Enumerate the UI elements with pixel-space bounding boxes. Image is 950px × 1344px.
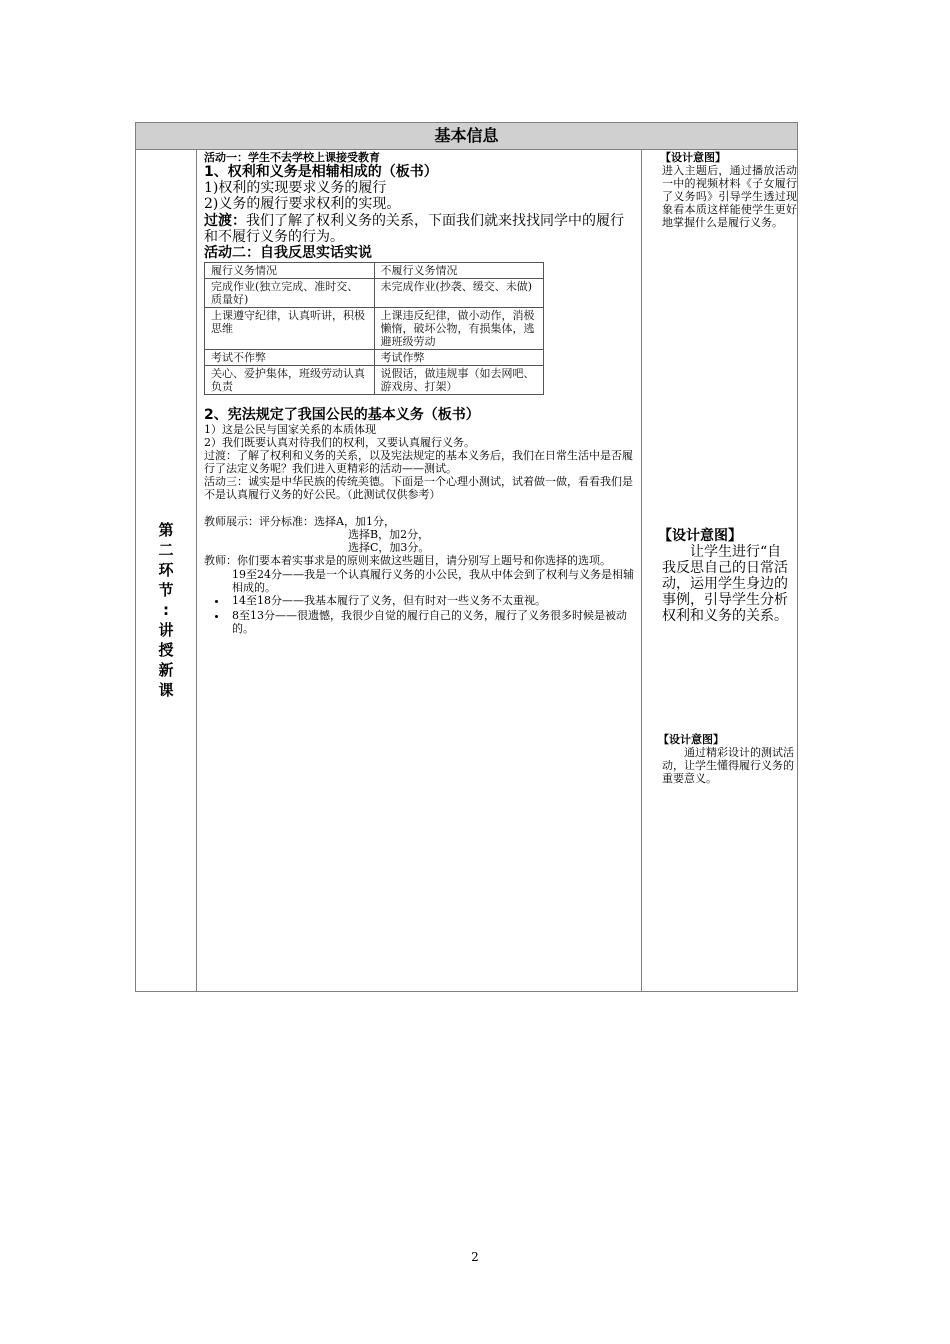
table-cell: 完成作业(独立完成、准时交、质量好) [205, 279, 375, 308]
point1-line2: 2)义务的履行要求权利的实现。 [204, 196, 401, 212]
table-cell: 考试作弊 [374, 350, 544, 366]
lesson-content [204, 151, 634, 637]
note-title: 【设计意图】 [658, 528, 742, 544]
scoring-a: 选择A，加1分， [314, 515, 395, 528]
table-row [205, 350, 544, 366]
scoring-c: 选择C，加3分。 [348, 541, 430, 554]
design-note-3 [654, 733, 799, 785]
table-cell: 上课遵守纪律，认真听讲，积极思维 [205, 308, 375, 350]
note-text: 进入主题后，通过播放活动一中的视频材料《子女履行了义务吗》引导学生透过现象看本质这样能使学生更好地掌握什么是履行义务。 [662, 164, 797, 229]
table-cell: 考试不作弊 [205, 350, 375, 366]
design-note-1 [654, 151, 799, 229]
column-divider [641, 149, 642, 991]
column-divider [196, 149, 197, 991]
point1-line1: 1)权利的实现要求义务的履行 [204, 180, 387, 196]
point1-heading: 1、权利和义务是相辅相成的（板书） [204, 164, 438, 180]
table-row [205, 263, 544, 279]
activity3: 活动三：诚实是中华民族的传统美德。下面是一个心理小测试，试着做一做，看看我们是不是认真履行义务的好公民。（此测试仅供参考） [204, 475, 633, 501]
page-number: 2 [471, 1250, 479, 1264]
note-text: 通过精彩设计的测试活动，让学生懂得履行义务的重要意义。 [662, 746, 794, 785]
note-text: 让学生进行“自我反思自己的日常活动，运用学生身边的事例，引导学生分析权利和义务的关系。 [662, 544, 788, 624]
activity2-title: 活动二：自我反思实话实说 [204, 245, 372, 261]
section-label-cell [136, 150, 196, 991]
table-header-cell: 履行义务情况 [205, 263, 375, 279]
design-notes [654, 151, 799, 785]
table-row [205, 366, 544, 395]
note-title: 【设计意图】 [660, 151, 726, 164]
scoring-standard [204, 515, 634, 528]
note-title: 【设计意图】 [658, 733, 724, 746]
list-item: • 8至13分——很遗憾，我很少自觉的履行自己的义务，履行了义务很多时候是被动的。 [228, 609, 634, 635]
section-label: 第 二 环 节 : 讲 授 新 课 [158, 521, 174, 699]
table-cell: 上课违反纪律，做小动作，消极懒惰，破坏公物，有损集体，逃避班级劳动 [374, 308, 544, 350]
activity1-title: 活动一：学生不去学校上课接受教育 [204, 151, 380, 164]
result-list [204, 594, 634, 635]
point2-heading: 2、宪法规定了我国公民的基本义务（板书） [204, 407, 480, 423]
teacher-note: 教师：你们要本着实事求是的原则来做这些题目，请分别写上题号和你选择的选项。 [204, 554, 611, 567]
scoring-b: 选择B，加2分， [348, 528, 430, 541]
point2-line2: 2）我们既要认真对待我们的权利，又要认真履行义务。 [204, 436, 475, 449]
duty-table [204, 262, 544, 395]
table-row [205, 279, 544, 308]
transition1: 过渡：我们了解了权利义务的关系，下面我们就来找找同学中的履行和不履行义务的行为。 [204, 213, 624, 245]
table-cell: 未完成作业(抄袭、缓交、未做) [374, 279, 544, 308]
table-cell: 说假话，做违规事（如去网吧、游戏房、打架） [374, 366, 544, 395]
result-1: 19至24分——我是一个认真履行义务的小公民，我从中体会到了权利与义务是相辅相成的。 [232, 568, 634, 594]
table-row [205, 308, 544, 350]
point2-line1: 1）这是公民与国家关系的本质体现 [204, 423, 376, 436]
table-header-cell: 不履行义务情况 [374, 263, 544, 279]
transition2: 过渡：了解了权利和义务的关系，以及宪法规定的基本义务后，我们在日常生活中是否履行了法定义务呢？我们进入更精彩的活动——测试。 [204, 449, 633, 475]
table-header: 基本信息 [136, 123, 797, 150]
list-item: • 14至18分——我基本履行了义务，但有时对一些义务不太重视。 [228, 594, 634, 607]
scoring-label: 教师展示：评分标准： [204, 515, 314, 528]
design-note-2 [654, 528, 799, 624]
table-cell: 关心、爱护集体，班级劳动认真负责 [205, 366, 375, 395]
lesson-table [135, 122, 798, 992]
